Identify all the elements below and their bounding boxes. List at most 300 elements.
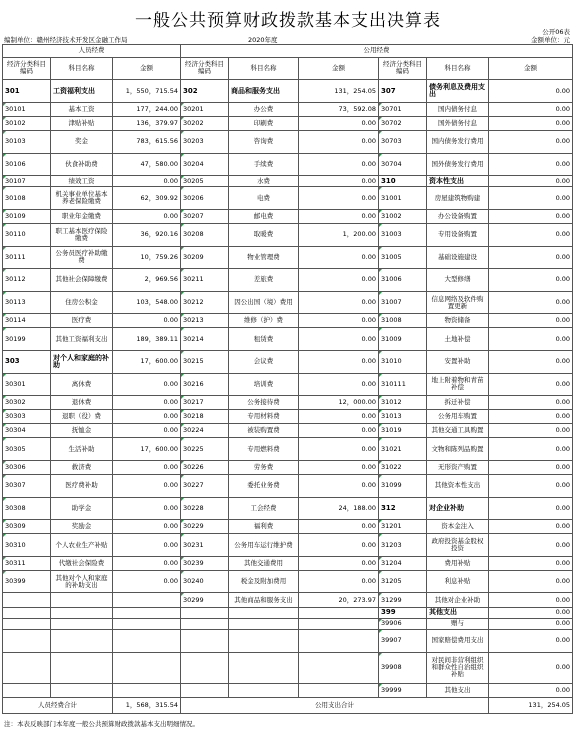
economic-code-cell: 31001: [379, 187, 427, 210]
item-name-cell: 被装购置费: [229, 424, 299, 438]
economic-code-cell: 301: [3, 80, 51, 103]
economic-code-cell: 30229: [181, 520, 229, 534]
table-row: [3, 187, 573, 210]
table-row: [3, 350, 573, 373]
economic-code-cell: [3, 652, 51, 683]
economic-code-cell: [3, 630, 51, 653]
amount-header: 金额: [113, 57, 181, 80]
amount-cell: 0.00: [113, 176, 181, 187]
economic-code-cell: 30226: [181, 460, 229, 474]
economic-code-cell: 30304: [3, 424, 51, 438]
economic-code-cell: 30111: [3, 246, 51, 269]
economic-code-cell: [3, 618, 51, 629]
table-row: [3, 424, 573, 438]
table-row: [3, 176, 573, 187]
amount-cell: 0.00: [489, 153, 573, 176]
public-header: 公用经费: [181, 45, 573, 58]
item-name-cell: 公务用车购置: [427, 410, 489, 424]
amount-cell: [113, 618, 181, 629]
name-header: 科目名称: [51, 57, 113, 80]
item-name-cell: 会议费: [229, 350, 299, 373]
economic-code-cell: 31012: [379, 396, 427, 410]
amount-cell: 0.00: [299, 410, 379, 424]
amount-cell: 0.00: [113, 460, 181, 474]
economic-code-cell: 30303: [3, 410, 51, 424]
economic-code-cell: 30108: [3, 187, 51, 210]
economic-code-cell: 30212: [181, 291, 229, 314]
economic-code-cell: 30214: [181, 328, 229, 351]
amount-cell: 36，920.16: [113, 224, 181, 247]
item-name-cell: 拆迁补偿: [427, 396, 489, 410]
economic-code-cell: 31002: [379, 209, 427, 223]
amount-cell: 0.00: [299, 269, 379, 292]
item-name-cell: 国家赔偿费用支出: [427, 630, 489, 653]
item-name-cell: 国内债务付息: [427, 102, 489, 116]
table-row: [3, 683, 573, 697]
economic-code-cell: 30216: [181, 373, 229, 396]
economic-code-cell: 310: [379, 176, 427, 187]
item-name-cell: 公务接待费: [229, 396, 299, 410]
amount-cell: 103，548.00: [113, 291, 181, 314]
amount-cell: 0.00: [489, 475, 573, 498]
table-row: [3, 116, 573, 130]
economic-code-cell: [181, 683, 229, 697]
economic-code-cell: 30228: [181, 497, 229, 520]
item-name-cell: 资本性支出: [427, 176, 489, 187]
item-name-cell: 大型修缮: [427, 269, 489, 292]
economic-code-cell: 30301: [3, 373, 51, 396]
economic-code-cell: 30113: [3, 291, 51, 314]
item-name-cell: 津贴补贴: [51, 116, 113, 130]
item-name-cell: [51, 618, 113, 629]
economic-code-cell: 31009: [379, 328, 427, 351]
amount-cell: 0.00: [489, 350, 573, 373]
amount-cell: 0.00: [489, 116, 573, 130]
economic-code-cell: 30311: [3, 556, 51, 570]
item-name-cell: 其他社会保障缴费: [51, 269, 113, 292]
item-name-cell: 手续费: [229, 153, 299, 176]
economic-code-cell: 30703: [379, 131, 427, 154]
economic-code-cell: 31201: [379, 520, 427, 534]
amount-cell: [113, 607, 181, 618]
amount-cell: 1，200.00: [299, 224, 379, 247]
amount-cell: 0.00: [489, 607, 573, 618]
economic-code-cell: 30204: [181, 153, 229, 176]
economic-code-cell: 31010: [379, 350, 427, 373]
table-row: [3, 209, 573, 223]
economic-code-cell: 30102: [3, 116, 51, 130]
economic-code-cell: 31005: [379, 246, 427, 269]
item-name-cell: 利息补贴: [427, 570, 489, 593]
economic-code-cell: 39906: [379, 618, 427, 629]
amount-cell: 0.00: [489, 209, 573, 223]
table-row: [3, 373, 573, 396]
item-name-cell: 国外债务付息: [427, 116, 489, 130]
item-name-cell: 其他对个人和家庭的补助支出: [51, 570, 113, 593]
item-name-cell: 专用燃料费: [229, 438, 299, 461]
item-name-cell: 医疗费补助: [51, 475, 113, 498]
item-name-cell: 其他交通工具购置: [427, 424, 489, 438]
footnote: 注：本表反映部门本年度一般公共预算财政拨款基本支出明细情况。: [4, 720, 199, 728]
economic-code-cell: 30704: [379, 153, 427, 176]
table-row: [3, 269, 573, 292]
economic-code-cell: 30305: [3, 438, 51, 461]
economic-code-cell: 30309: [3, 520, 51, 534]
amount-cell: 0.00: [299, 475, 379, 498]
amount-cell: 0.00: [489, 593, 573, 607]
item-name-cell: 其他商品和服务支出: [229, 593, 299, 607]
public-total-label: 公用支出合计: [181, 698, 489, 714]
item-name-cell: 印刷费: [229, 116, 299, 130]
code-header: 经济分类科目编码: [181, 57, 229, 80]
amount-cell: 0.00: [299, 350, 379, 373]
table-row: [3, 618, 573, 629]
economic-code-cell: 30109: [3, 209, 51, 223]
economic-code-cell: 312: [379, 497, 427, 520]
amount-cell: 0.00: [489, 497, 573, 520]
item-name-cell: 税金及附加费用: [229, 570, 299, 593]
table-row: [3, 534, 573, 557]
amount-cell: 0.00: [489, 630, 573, 653]
amount-cell: 0.00: [299, 187, 379, 210]
column-header-row: [3, 57, 573, 80]
economic-code-cell: 30206: [181, 187, 229, 210]
table-row: [3, 438, 573, 461]
item-name-cell: 差旅费: [229, 269, 299, 292]
amount-cell: [299, 630, 379, 653]
amount-cell: 0.00: [113, 410, 181, 424]
economic-code-cell: 30308: [3, 497, 51, 520]
amount-cell: 12，000.00: [299, 396, 379, 410]
amount-cell: [299, 683, 379, 697]
report-year: 2020年度: [248, 36, 278, 44]
table-row: [3, 630, 573, 653]
item-name-cell: 国外债务发行费用: [427, 153, 489, 176]
amount-cell: 73，592.08: [299, 102, 379, 116]
amount-cell: 0.00: [489, 314, 573, 328]
report-title: 一般公共预算财政拨款基本支出决算表: [135, 11, 441, 31]
amount-cell: 0.00: [489, 246, 573, 269]
item-name-cell: 其他支出: [427, 607, 489, 618]
economic-code-cell: 30203: [181, 131, 229, 154]
code-header: 经济分类科目编码: [379, 57, 427, 80]
amount-cell: 0.00: [113, 373, 181, 396]
item-name-cell: 绩效工资: [51, 176, 113, 187]
amount-cell: 0.00: [489, 570, 573, 593]
amount-cell: 0.00: [113, 314, 181, 328]
name-header: 科目名称: [427, 57, 489, 80]
item-name-cell: 培训费: [229, 373, 299, 396]
economic-code-cell: 30299: [181, 593, 229, 607]
economic-code-cell: 30302: [3, 396, 51, 410]
table-row: [3, 153, 573, 176]
economic-code-cell: [3, 683, 51, 697]
economic-code-cell: 30227: [181, 475, 229, 498]
table-row: [3, 607, 573, 618]
economic-code-cell: 31019: [379, 424, 427, 438]
expenditure-table: [2, 44, 573, 714]
amount-cell: 0.00: [299, 131, 379, 154]
economic-code-cell: 30702: [379, 116, 427, 130]
economic-code-cell: 30231: [181, 534, 229, 557]
item-name-cell: 工资福利支出: [51, 80, 113, 103]
item-name-cell: 工会经费: [229, 497, 299, 520]
amount-cell: 783，615.56: [113, 131, 181, 154]
table-row: [3, 475, 573, 498]
amount-cell: 0.00: [113, 424, 181, 438]
item-name-cell: 退职（役）费: [51, 410, 113, 424]
economic-code-cell: 302: [181, 80, 229, 103]
item-name-cell: 商品和服务支出: [229, 80, 299, 103]
economic-code-cell: 31013: [379, 410, 427, 424]
amount-cell: 24，188.00: [299, 497, 379, 520]
economic-code-cell: 31006: [379, 269, 427, 292]
item-name-cell: 委托业务费: [229, 475, 299, 498]
item-name-cell: 安置补助: [427, 350, 489, 373]
amount-cell: 0.00: [113, 209, 181, 223]
item-name-cell: [229, 652, 299, 683]
economic-code-cell: 30205: [181, 176, 229, 187]
economic-code-cell: 30112: [3, 269, 51, 292]
amount-cell: 0.00: [489, 187, 573, 210]
item-name-cell: 其他支出: [427, 683, 489, 697]
amount-cell: 0.00: [489, 556, 573, 570]
item-name-cell: 债务利息及费用支出: [427, 80, 489, 103]
amount-cell: 0.00: [299, 438, 379, 461]
amount-cell: [113, 683, 181, 697]
economic-code-cell: 31299: [379, 593, 427, 607]
table-row: [3, 246, 573, 269]
amount-header: 金额: [299, 57, 379, 80]
economic-code-cell: 30106: [3, 153, 51, 176]
personnel-total-value: 1，568，315.54: [113, 698, 181, 714]
item-name-cell: 专用设备购置: [427, 224, 489, 247]
economic-code-cell: 303: [3, 350, 51, 373]
item-name-cell: 助学金: [51, 497, 113, 520]
item-name-cell: [229, 683, 299, 697]
item-name-cell: 水费: [229, 176, 299, 187]
amount-cell: 0.00: [489, 396, 573, 410]
amount-cell: 2，969.56: [113, 269, 181, 292]
item-name-cell: [229, 618, 299, 629]
item-name-cell: 医疗费: [51, 314, 113, 328]
amount-cell: 0.00: [299, 570, 379, 593]
item-name-cell: 公务员医疗补助缴费: [51, 246, 113, 269]
amount-cell: 0.00: [489, 328, 573, 351]
item-name-cell: 无形资产购置: [427, 460, 489, 474]
item-name-cell: 房屋建筑物购建: [427, 187, 489, 210]
amount-cell: 0.00: [299, 534, 379, 557]
amount-cell: 0.00: [299, 460, 379, 474]
economic-code-cell: 30213: [181, 314, 229, 328]
table-row: [3, 460, 573, 474]
item-name-cell: [229, 607, 299, 618]
amount-cell: 0.00: [299, 176, 379, 187]
form-number: 公开06表: [542, 28, 570, 36]
item-name-cell: [51, 683, 113, 697]
item-name-cell: [51, 630, 113, 653]
amount-cell: 0.00: [299, 424, 379, 438]
amount-cell: 0.00: [489, 410, 573, 424]
economic-code-cell: 30110: [3, 224, 51, 247]
amount-cell: 177，244.00: [113, 102, 181, 116]
economic-code-cell: 30209: [181, 246, 229, 269]
item-name-cell: 土地补偿: [427, 328, 489, 351]
amount-cell: 0.00: [113, 570, 181, 593]
amount-header: 金额: [489, 57, 573, 80]
table-row: [3, 556, 573, 570]
economic-code-cell: 399: [379, 607, 427, 618]
table-row: [3, 291, 573, 314]
item-name-cell: 其他工资福利支出: [51, 328, 113, 351]
item-name-cell: 其他对企业补助: [427, 593, 489, 607]
economic-code-cell: 31003: [379, 224, 427, 247]
economic-code-cell: 30103: [3, 131, 51, 154]
amount-cell: [299, 652, 379, 683]
item-name-cell: 劳务费: [229, 460, 299, 474]
amount-cell: 0.00: [489, 224, 573, 247]
economic-code-cell: 30202: [181, 116, 229, 130]
totals-row: [3, 698, 573, 714]
economic-code-cell: [3, 607, 51, 618]
amount-cell: 0.00: [489, 652, 573, 683]
item-name-cell: 伙食补助费: [51, 153, 113, 176]
economic-code-cell: 31008: [379, 314, 427, 328]
amount-unit: 金额单位：元: [531, 36, 570, 44]
amount-cell: 0.00: [299, 314, 379, 328]
amount-cell: 0.00: [113, 396, 181, 410]
item-name-cell: 个人农业生产补贴: [51, 534, 113, 557]
amount-cell: 0.00: [299, 373, 379, 396]
item-name-cell: 咨询费: [229, 131, 299, 154]
item-name-cell: 职工基本医疗保险缴费: [51, 224, 113, 247]
economic-code-cell: 307: [379, 80, 427, 103]
item-name-cell: 退休费: [51, 396, 113, 410]
economic-code-cell: 39999: [379, 683, 427, 697]
economic-code-cell: [181, 630, 229, 653]
amount-cell: 0.00: [489, 520, 573, 534]
amount-cell: 0.00: [113, 520, 181, 534]
economic-code-cell: 30306: [3, 460, 51, 474]
amount-cell: 131，254.05: [299, 80, 379, 103]
economic-code-cell: 30399: [3, 570, 51, 593]
item-name-cell: 费用补贴: [427, 556, 489, 570]
table-row: [3, 570, 573, 593]
personnel-total-label: 人员经费合计: [3, 698, 113, 714]
table-row: [3, 593, 573, 607]
item-name-cell: [51, 652, 113, 683]
table-row: [3, 652, 573, 683]
table-row: [3, 328, 573, 351]
amount-cell: 0.00: [299, 556, 379, 570]
item-name-cell: 基本工资: [51, 102, 113, 116]
amount-cell: [299, 618, 379, 629]
item-name-cell: 物业管理费: [229, 246, 299, 269]
economic-code-cell: 30240: [181, 570, 229, 593]
amount-cell: 0.00: [489, 424, 573, 438]
reporting-unit: 编制单位：赣州经济技术开发区金融工作局: [4, 36, 128, 44]
item-name-cell: 赠与: [427, 618, 489, 629]
item-name-cell: 办公费: [229, 102, 299, 116]
amount-cell: 47，580.00: [113, 153, 181, 176]
amount-cell: 0.00: [489, 683, 573, 697]
amount-cell: 0.00: [489, 438, 573, 461]
amount-cell: 0.00: [489, 131, 573, 154]
economic-code-cell: 30101: [3, 102, 51, 116]
table-row: [3, 410, 573, 424]
amount-cell: 0.00: [113, 534, 181, 557]
economic-code-cell: 30199: [3, 328, 51, 351]
amount-cell: 136，379.97: [113, 116, 181, 130]
name-header: 科目名称: [229, 57, 299, 80]
table-row: [3, 131, 573, 154]
economic-code-cell: [181, 607, 229, 618]
item-name-cell: 取暖费: [229, 224, 299, 247]
item-name-cell: [51, 607, 113, 618]
economic-code-cell: 31021: [379, 438, 427, 461]
item-name-cell: 政府投资基金股权投资: [427, 534, 489, 557]
public-total-value: 131，254.05: [489, 698, 573, 714]
item-name-cell: 基础设施建设: [427, 246, 489, 269]
item-name-cell: [51, 593, 113, 607]
amount-cell: 0.00: [489, 373, 573, 396]
amount-cell: [113, 630, 181, 653]
item-name-cell: 对企业补助: [427, 497, 489, 520]
item-name-cell: [229, 630, 299, 653]
amount-cell: 0.00: [299, 209, 379, 223]
amount-cell: 0.00: [113, 475, 181, 498]
economic-code-cell: 30218: [181, 410, 229, 424]
table-row: [3, 80, 573, 103]
item-name-cell: 救济费: [51, 460, 113, 474]
economic-code-cell: [181, 618, 229, 629]
amount-cell: 0.00: [299, 116, 379, 130]
item-name-cell: 电费: [229, 187, 299, 210]
amount-cell: 0.00: [299, 328, 379, 351]
economic-code-cell: 30307: [3, 475, 51, 498]
amount-cell: 0.00: [299, 246, 379, 269]
amount-cell: 20，273.97: [299, 593, 379, 607]
item-name-cell: 信息网络及软件购置更新: [427, 291, 489, 314]
item-name-cell: 福利费: [229, 520, 299, 534]
item-name-cell: 对个人和家庭的补助: [51, 350, 113, 373]
item-name-cell: 奖励金: [51, 520, 113, 534]
item-name-cell: 其他交通费用: [229, 556, 299, 570]
item-name-cell: 国内债务发行费用: [427, 131, 489, 154]
amount-cell: 0.00: [113, 497, 181, 520]
item-name-cell: 机关事业单位基本养老保险缴费: [51, 187, 113, 210]
item-name-cell: 专用材料费: [229, 410, 299, 424]
economic-code-cell: 30224: [181, 424, 229, 438]
amount-cell: 10，759.26: [113, 246, 181, 269]
economic-code-cell: 31007: [379, 291, 427, 314]
table-row: [3, 102, 573, 116]
code-header: 经济分类科目编码: [3, 57, 51, 80]
economic-code-cell: 30239: [181, 556, 229, 570]
economic-code-cell: 30701: [379, 102, 427, 116]
amount-cell: 0.00: [489, 176, 573, 187]
amount-cell: 0.00: [489, 618, 573, 629]
economic-code-cell: 30114: [3, 314, 51, 328]
economic-code-cell: 30225: [181, 438, 229, 461]
economic-code-cell: [181, 652, 229, 683]
amount-cell: 62，309.92: [113, 187, 181, 210]
item-name-cell: 其他资本性支出: [427, 475, 489, 498]
item-name-cell: 生活补助: [51, 438, 113, 461]
economic-code-cell: [3, 593, 51, 607]
economic-code-cell: 30211: [181, 269, 229, 292]
item-name-cell: 因公出国（境）费用: [229, 291, 299, 314]
